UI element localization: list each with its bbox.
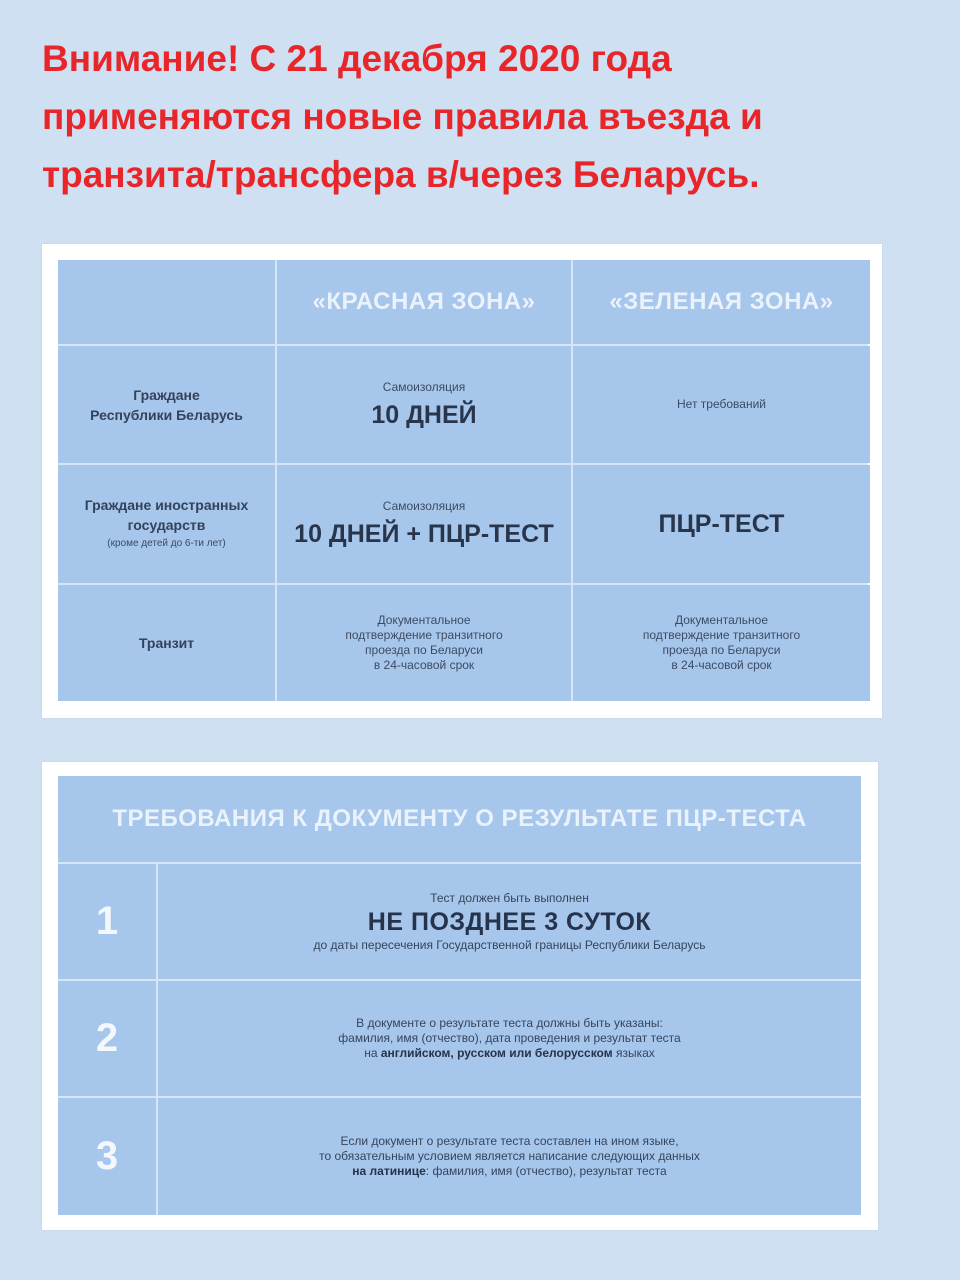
green-zone-title: «ЗЕЛЕНАЯ ЗОНА» — [609, 288, 834, 315]
headline — [42, 30, 922, 204]
requirements-title: ТРЕБОВАНИЯ К ДОКУМЕНТУ О РЕЗУЛЬТАТЕ ПЦР-ТЕСТА — [58, 776, 861, 862]
requirement-line — [352, 1164, 666, 1179]
requirement-line — [364, 1046, 655, 1061]
row-label-belarus-citizens — [58, 346, 275, 463]
zones-card — [42, 244, 882, 718]
requirement-line: то обязательным условием является написание следующих данных — [319, 1149, 700, 1163]
requirement-suffix: : фамилия, имя (отчество), результат теста — [425, 1164, 667, 1178]
row-label-line: Республики Беларусь — [90, 406, 243, 423]
cell-small-line: проезда по Беларуси — [662, 643, 781, 657]
row-label-line: Граждане иностранных — [84, 497, 249, 513]
cell-big-text: 10 ДНЕЙ + ПЦР-ТЕСТ — [294, 520, 554, 548]
headline-rest: С 21 декабря 2020 года применяются новые правила въезда и транзита/трансфера в/через Беларусь. — [42, 38, 763, 195]
cell-big-text: ПЦР-ТЕСТ — [658, 509, 785, 538]
cell-small-line: подтверждение транзитного — [642, 628, 801, 642]
red-zone-title: «КРАСНАЯ ЗОНА» — [312, 288, 536, 315]
requirement-line: фамилия, имя (отчество), дата проведения и результат теста — [338, 1031, 681, 1045]
requirements-table — [58, 776, 861, 1215]
requirement-prefix: на — [364, 1046, 381, 1060]
row-label-line: Граждане — [133, 386, 200, 403]
green-zone-foreign-citizens — [573, 465, 870, 583]
requirement-number: 1 — [58, 864, 156, 979]
requirement-number: 2 — [58, 981, 156, 1096]
cell-small-line: проезда по Беларуси — [365, 643, 483, 657]
green-zone-header — [573, 260, 870, 344]
cell-small-text: Самоизоляция — [382, 499, 466, 513]
requirement-bold: на латинице — [352, 1164, 426, 1178]
requirement-emphasis: НЕ ПОЗДНЕЕ 3 СУТОК — [367, 907, 652, 936]
red-zone-belarus-citizens — [277, 346, 571, 463]
cell-small-text: Нет требований — [677, 397, 766, 411]
requirements-card — [42, 762, 878, 1230]
cell-small-line: подтверждение транзитного — [345, 628, 503, 642]
red-zone-transit — [277, 585, 571, 701]
requirement-text — [158, 1098, 861, 1215]
table-corner-cell — [58, 260, 275, 344]
red-zone-header — [277, 260, 571, 344]
green-zone-transit — [573, 585, 870, 701]
requirement-row — [58, 981, 861, 1096]
row-label-note: (кроме детей до 6-ти лет) — [107, 538, 226, 549]
row-label-line: государств — [127, 517, 206, 533]
requirement-text — [158, 981, 861, 1096]
requirement-row — [58, 1098, 861, 1215]
requirement-line: Тест должен быть выполнен — [430, 890, 589, 905]
requirement-bold: английском, русском или белорусском — [380, 1046, 613, 1060]
cell-small-line: Документальное — [675, 613, 768, 627]
requirement-line: до даты пересечения Государственной границы Республики Беларусь — [313, 937, 706, 952]
cell-small-text: Самоизоляция — [382, 379, 466, 394]
requirement-text — [158, 864, 861, 979]
cell-small-line: в 24-часовой срок — [373, 658, 475, 672]
green-zone-belarus-citizens — [573, 346, 870, 463]
headline-lead: Внимание! — [42, 38, 240, 79]
row-label-transit — [58, 585, 275, 701]
requirement-number: 3 — [58, 1098, 156, 1215]
row-label-foreign-citizens — [58, 465, 275, 583]
cell-big-text: 10 ДНЕЙ — [371, 400, 477, 429]
row-label-line: Транзит — [138, 635, 195, 651]
requirement-suffix: языках — [612, 1046, 655, 1060]
zones-table — [58, 260, 868, 701]
cell-small-line: Документальное — [377, 613, 471, 627]
requirement-line: Если документ о результате теста составлен на ином языке, — [340, 1134, 679, 1148]
requirement-line: В документе о результате теста должны быть указаны: — [356, 1016, 663, 1030]
red-zone-foreign-citizens — [277, 465, 571, 583]
requirement-row — [58, 864, 861, 979]
cell-small-line: в 24-часовой срок — [671, 658, 772, 672]
